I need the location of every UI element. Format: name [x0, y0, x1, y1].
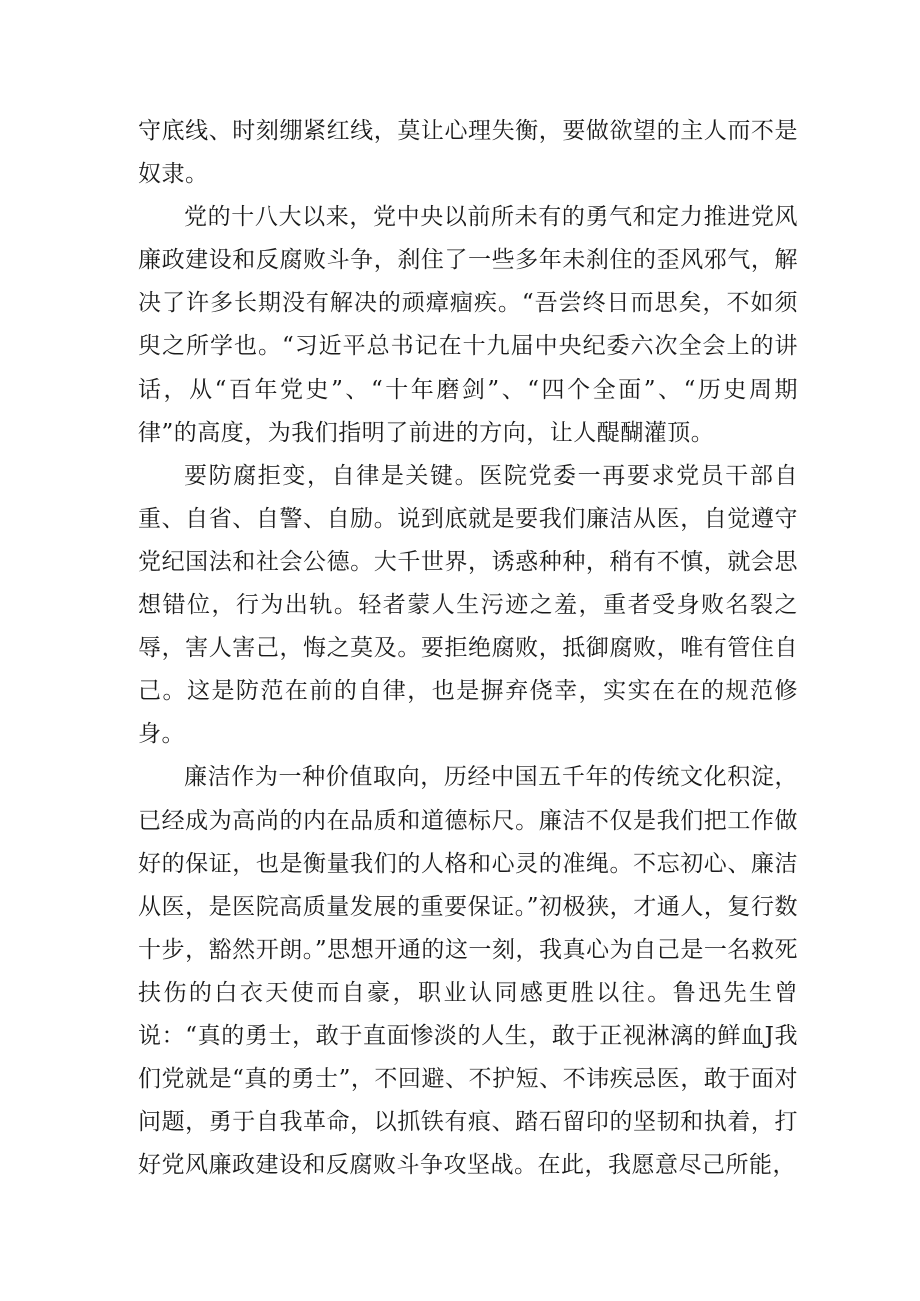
paragraph-4: 廉洁作为一种价值取向，历经中国五千年的传统文化积淀，已经成为高尚的内在品质和道德标尺。廉洁不仅是我们把工作做好的保证，也是衡量我们的人格和心灵的准绳。不忘初心、廉洁从医，是医院高质量发展的重要保证。”初极狭，才通人，复行数十步，豁然开朗。”思想开通的这一刻，我真心为自己是一名救死扶伤的白衣天使而自豪，职业认同感更胜以往。鲁迅先生曾说：“真的勇士，敢于直面惨淡的人生，敢于正视淋漓的鲜血J我们党就是“真的勇士”，不回避、不护短、不讳疾忌医，敢于面对问题，勇于自我革命，以抓铁有痕、踏石留印的坚韧和执着，打好党风廉政建设和反腐败斗争攻坚战。在此，我愿意尽己所能，: [138, 764, 798, 1179]
paragraph-1: 守底线、时刻绷紧红线，莫让心理失衡，要做欲望的主人而不是奴隶。: [138, 118, 798, 188]
paragraph-2: 党的十八大以来，党中央以前所未有的勇气和定力推进党风廉政建设和反腐败斗争，刹住了一些多年未刹住的歪风邪气，解决了许多长期没有解决的顽瘴痼疾。“吾尝终日而思矣，不如须臾之所学也。“习近平总书记在十九届中央纪委六次全会上的讲话，从“百年党史”、“十年磨剑”、“四个全面”、“历史周期律”的高度，为我们指明了前进的方向，让人醍醐灌顶。: [138, 204, 798, 446]
document-body: [138, 110, 798, 1187]
paragraph-3: 要防腐拒变，自律是关键。医院党委一再要求党员干部自重、自省、自警、自励。说到底就是要我们廉洁从医，自觉遵守党纪国法和社会公德。大千世界，诱惑种种，稍有不慎，就会思想错位，行为出轨。轻者蒙人生污迹之羞，重者受身败名裂之辱，害人害己，悔之莫及。要拒绝腐败，抵御腐败，唯有管住自己。这是防范在前的自律，也是摒弃侥幸，实实在在的规范修身。: [138, 462, 798, 748]
